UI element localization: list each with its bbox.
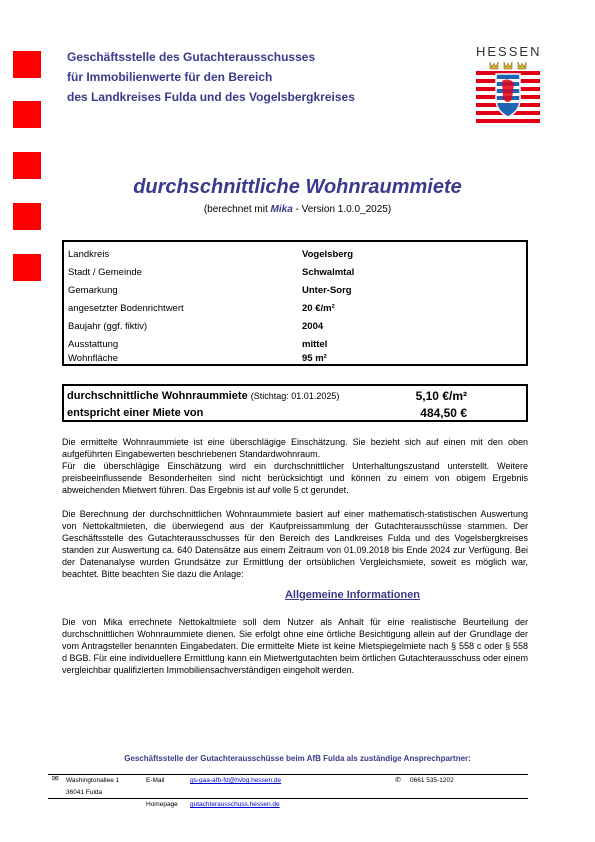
- page-subtitle: [0, 204, 595, 215]
- detail-label: angesetzter Bodenrichtwert: [68, 303, 184, 314]
- detail-label: Wohnfläche: [68, 353, 118, 364]
- footer-homepage-label: Homepage: [146, 801, 178, 808]
- details-row: [68, 264, 526, 282]
- detail-value: mittel: [302, 339, 328, 350]
- rent-label: durchschnittliche Wohnraummiete: [67, 390, 248, 402]
- subtitle-prefix: (berechnet mit: [203, 204, 271, 215]
- detail-label: Gemarkung: [68, 285, 118, 296]
- subtitle-tool: Mika: [270, 204, 293, 215]
- detail-value: 95 m²: [302, 353, 327, 364]
- org-line-3: des Landkreises Fulda und des Vogelsbergkreises: [67, 90, 355, 104]
- detail-label: Stadt / Gemeinde: [68, 267, 142, 278]
- footer-homepage-link[interactable]: gutachterausschuss.hessen.de: [190, 801, 280, 808]
- detail-value: 2004: [302, 321, 324, 332]
- rent-row: [67, 388, 525, 405]
- subtitle-suffix: - Version 1.0.0_2025): [292, 204, 392, 215]
- stichtag: (Stichtag: 01.01.2025): [250, 391, 340, 401]
- hessen-logo: [476, 44, 540, 128]
- paragraph-3: Die Berechnung der durchschnittlichen Wohnraummiete basiert auf einer mathematisch-statistischen Auswertung von Nettokaltmieten, die überwiegend aus der Kaufpreissammlung der Gutachterausschüsse stammen. Der Geschäftsstelle des Gutachterausschusses für den Bereich des Landkreises Fulda und des Vogelsbergkreises standen zur Auswertung ca. 640 Datensätze aus einem Zeitraum von 01.09.2018 bis Ende 2024 zur Verfügung. Bei der Datenanalyse wurden Grundsätze zur Ermittlung der ortsüblichen Vergleichsmiete, soweit es möglich war, beachtet. Bitte beachten Sie dazu die Anlage:: [62, 509, 528, 579]
- total-label: entspricht einer Miete von: [67, 407, 204, 419]
- total-row: [67, 405, 525, 422]
- details-row: [68, 300, 526, 318]
- logo-text: HESSEN: [476, 44, 542, 59]
- detail-value: Vogelsberg: [302, 249, 354, 260]
- details-row: [68, 246, 526, 264]
- rent-value: 5,10 €/m²: [415, 389, 467, 403]
- total-value: 484,50 €: [420, 406, 467, 420]
- detail-label: Landkreis: [68, 249, 110, 260]
- footer-top-divider: [48, 774, 528, 775]
- org-line-1: Geschäftsstelle des Gutachterausschusses: [67, 50, 316, 64]
- details-row: [68, 282, 526, 300]
- organization-header: [67, 47, 355, 107]
- detail-label: Ausstattung: [68, 339, 119, 350]
- detail-label: Baujahr (ggf. fiktiv): [68, 321, 148, 332]
- page-title: durchschnittliche Wohnraummiete: [133, 176, 462, 198]
- footer-email-label: E-Mail: [146, 777, 165, 784]
- detail-value: Schwalmtal: [302, 267, 355, 278]
- detail-value: 20 €/m²: [302, 303, 335, 314]
- paragraph-4: Die von Mika errechnete Nettokaltmiete soll dem Nutzer als Anhalt für eine realistische Beurteilung der durchschnittlichen Wohnraummiete dienen. Sie erfolgt ohne eine örtliche Besichtigung allein auf der Grundlage der vom Antragsteller benannten Eingabedaten. Die ermittelte Miete ist keine Mietspiegelmiete nach § 558 c oder § 558 d BGB. Für eine individuellere Ermittlung kann ein Mietwertgutachten beim örtlichen Gutachterausschuss oder einem vergleichbar qualifizierten Immobiliensachverständigen eingeholt werden.: [62, 617, 528, 675]
- detail-value: Unter-Sorg: [302, 285, 352, 296]
- decorative-square: [13, 51, 41, 78]
- footer-email-link[interactable]: gs-gaa-afb-fd@hvbg.hessen.de: [190, 777, 282, 784]
- phone-icon: ✆: [395, 777, 401, 784]
- general-info-link[interactable]: Allgemeine Informationen: [284, 589, 421, 601]
- decorative-square: [13, 101, 41, 128]
- footer-bottom-divider: [48, 798, 528, 799]
- details-table: [62, 240, 528, 366]
- footer-street: Washingtonallee 1: [66, 777, 120, 784]
- footer-city: 36041 Fulda: [66, 789, 103, 796]
- details-row: [68, 350, 526, 368]
- result-box: [62, 384, 528, 422]
- footer-heading: Geschäftsstelle der Gutachterausschüsse beim AfB Fulda als zuständige Ansprechpartner:: [124, 754, 471, 763]
- details-row: [68, 318, 526, 336]
- paragraph-2: Für die überschlägige Einschätzung wird ein durchschnittlicher Unterhaltungszustand unterstellt. Weitere preisbeeinflussende Besonderheiten sind nicht berücksichtigt und können zu einem von obigem Ergebnis abweichenden Mietwert führen. Das Ergebnis ist auf volle 5 ct gerundet.: [62, 461, 528, 495]
- footer-phone: 0661 535-1202: [410, 777, 454, 784]
- envelope-icon: ✉: [52, 774, 59, 783]
- paragraph-1: Die ermittelte Wohnraummiete ist eine überschlägige Einschätzung. Sie bezieht sich auf einen mit den oben aufgeführten Eingabewerten beschriebenen Standardwohnraum.: [62, 437, 528, 459]
- decorative-square: [13, 152, 41, 179]
- hessen-coat-of-arms-icon: [476, 59, 540, 123]
- org-line-2: für Immobilienwerte für den Bereich: [67, 70, 273, 84]
- decorative-square: [13, 254, 41, 281]
